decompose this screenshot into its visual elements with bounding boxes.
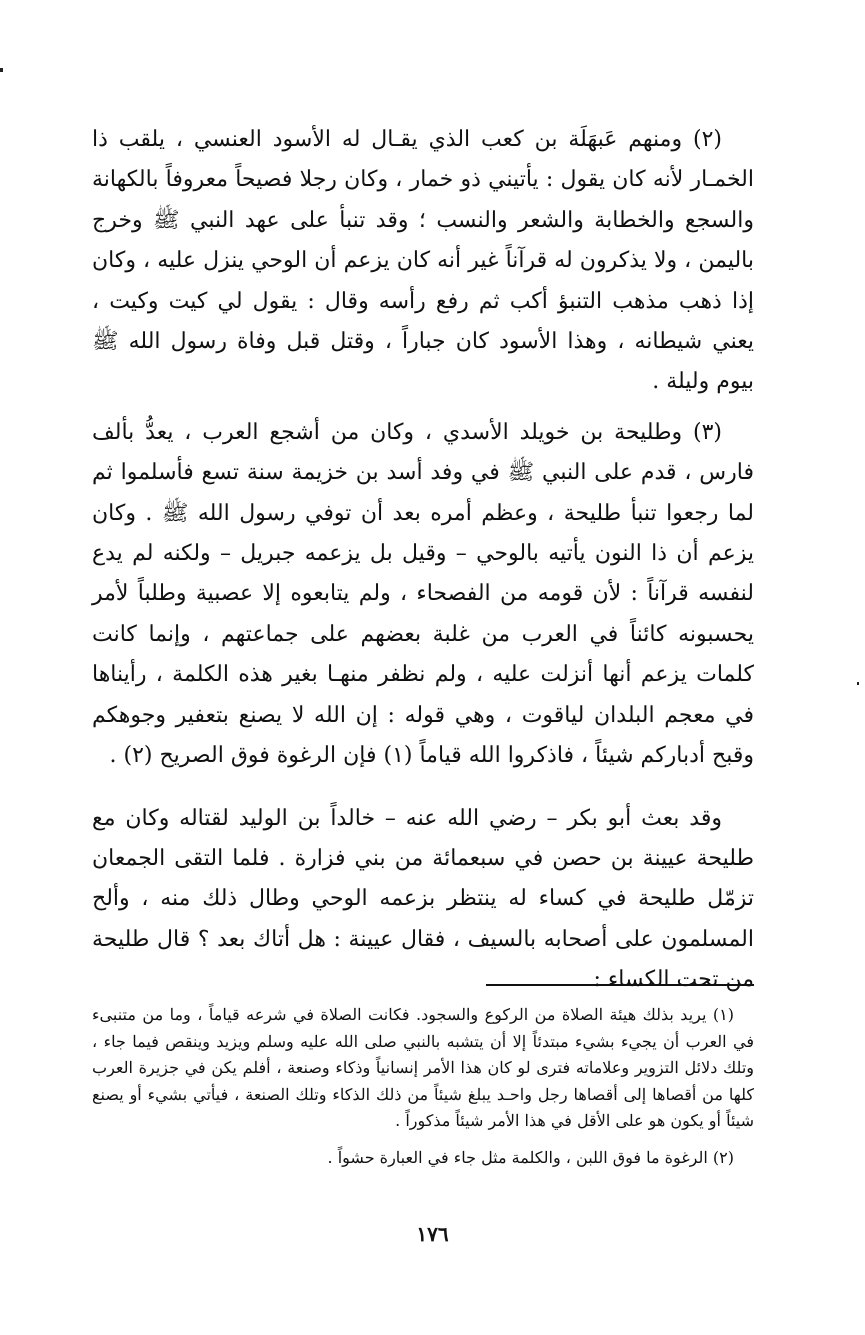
footnote-2: (٢) الرغوة ما فوق اللبن ، والكلمة مثل جاء في العبارة حشواً . [327, 1147, 734, 1167]
page-number: ١٧٦ [416, 1222, 449, 1246]
footnote-1: (١) يريد بذلك هيئة الصلاة من الركوع والسجود. فكانت الصلاة في شرعه قياماً ، وما من متنبىء في العرب أن يجيء بشيء مبتدئاً إلا أن يتشبه بالنبي صلى الله عليه وسلم ويزيد وينقص فيما جاء ، وتلك دلائل التزوير وعلاماته فترى لو كان هذا الأمر إنسانياً وذكاء وصنعة ، أفلم يكن في جزيرة العرب كلها من أقصاها إلى أقصاها رجل واحـد يبلغ شيئاً من ذلك الذكاء وتلك الصنعة ، فيأتي بشيء أو يصنع شيئاً أو يكون هو على الأقل في هذا الأمر شيئاً مذكوراً . [92, 1005, 754, 1131]
scan-speck [0, 68, 3, 72]
footnote-separator [486, 984, 754, 986]
scan-speck [857, 682, 859, 685]
paragraph-aswad-ansi: (٢) ومنهم عَبهَلَة بن كعب الذي يقـال له الأسود العنسي ، يلقب ذا الخمـار لأنه كان يقول : يأتيني ذو خمار ، وكان رجلا فصيحاً معروفاً بالكهانة والسجع والخطابة والشعر والنسب ؛ وقد تنبأ على عهد النبي ﷺ وخرج باليمن ، ولا يذكرون له قرآناً غير أنه كان يزعم أن الوحي ينزل عليه ، وكان إذا ذهب مذهب التنبؤ أكب ثم رفع رأسه وقال : يقول لي كيت وكيت ، يعني شيطانه ، وهذا الأسود كان جباراً ، وقتل قبل وفاة رسول الله ﷺ بيوم وليلة . [92, 127, 755, 395]
main-text [92, 120, 754, 1011]
footnotes [92, 1002, 754, 1182]
paragraph-tulayha: (٣) وطليحة بن خويلد الأسدي ، وكان من أشجع العرب ، يعدُّ بألف فارس ، قدم على النبي ﷺ في وفد أسد بن خزيمة سنة تسع فأسلموا ثم لما رجعوا تنبأ طليحة ، وعظم أمره بعد أن توفي رسول الله ﷺ . وكان يزعم أن ذا النون يأتيه بالوحي – وقيل بل يزعمه جبريل – ولكنه لم يدع لنفسه قرآناً : لأن قومه من الفصحاء ، ولم يتابعوه إلا عصبية وطلباً لأمر يحسبونه كائناً في العرب من غلبة بعضهم على جماعتهم ، وإنما كانت كلمات يزعم أنها أنزلت عليه ، ولم نظفر منهـا بغير هذه الكلمة ، رأيناها في معجم البلدان لياقوت ، وهي قوله : إن الله لا يصنع بتعفير وجوهكم وقبح أدباركم شيئاً ، فاذكروا الله قياماً (١) فإن الرغوة فوق الصريح (٢) . [92, 419, 754, 769]
paragraph-abu-bakr: وقد بعث أبو بكر – رضي الله عنه – خالداً بن الوليد لقتاله وكان مع طليحة عيينة بن حصن في سبعمائة من بني فزارة . فلما التقى الجمعان تزمّل طليحة في كساء له ينتظر بزعمه الوحي وطال ذلك منه ، وألح المسلمون على أصحابه بالسيف ، فقال عيينة : هل أتاك بعد ؟ قال طليحة من تحت الكساء : [92, 805, 754, 993]
